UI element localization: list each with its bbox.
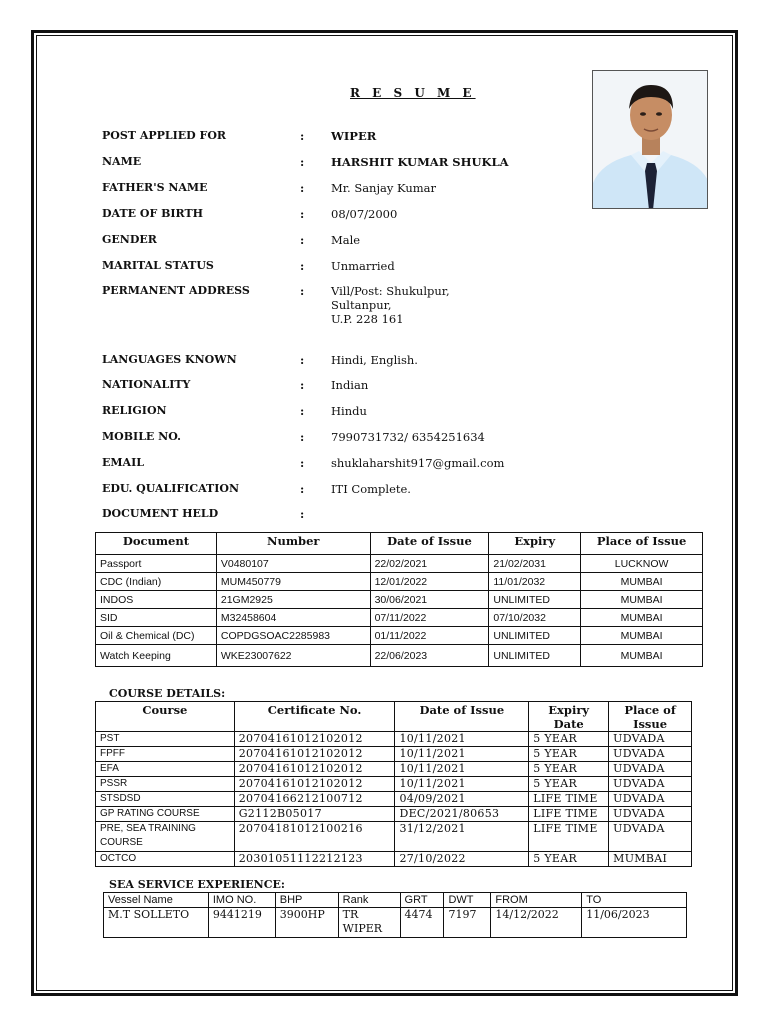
field-value: Unmarried (331, 259, 395, 273)
column-header: Date of Issue (395, 702, 529, 732)
table-cell: 3900HP (275, 908, 338, 938)
table-cell: UDVADA (609, 747, 692, 762)
table-cell: MUMBAI (609, 852, 692, 867)
table-cell: 20704161012102012 (234, 762, 395, 777)
field-date-of-birth (0, 207, 768, 225)
field-email (0, 456, 768, 474)
table-cell: 7197 (444, 908, 491, 938)
field-value: HARSHIT KUMAR SHUKLA (331, 155, 509, 169)
address-line: Sultanpur, (331, 298, 392, 312)
table-cell: 5 YEAR (529, 747, 609, 762)
column-header: Rank (338, 893, 400, 908)
table-cell: M32458604 (216, 609, 370, 627)
table-cell: G2112B05017 (234, 807, 395, 822)
field-document-held (0, 507, 768, 525)
field-label: LANGUAGES KNOWN (102, 353, 237, 366)
column-header: IMO NO. (208, 893, 275, 908)
table-header-row (104, 893, 687, 908)
field-name (0, 155, 768, 173)
table-cell: MUMBAI (581, 609, 703, 627)
table-cell: 21/02/2031 (489, 555, 581, 573)
sea-service-table (103, 892, 687, 938)
table-cell: PSSR (96, 777, 235, 792)
field-colon: : (300, 482, 305, 496)
table-cell: 9441219 (208, 908, 275, 938)
table-cell: 10/11/2021 (395, 747, 529, 762)
field-colon: : (300, 259, 305, 273)
table-cell: MUMBAI (581, 627, 703, 645)
table-header-row (96, 533, 703, 555)
table-cell: UDVADA (609, 822, 692, 852)
table-cell: MUM450779 (216, 573, 370, 591)
column-header: Place of Issue (609, 702, 692, 732)
table-row (96, 627, 703, 645)
table-cell: FPFF (96, 747, 235, 762)
column-header: TO (582, 893, 687, 908)
table-cell: 01/11/2022 (370, 627, 489, 645)
table-cell: V0480107 (216, 555, 370, 573)
table-cell: UNLIMITED (489, 627, 581, 645)
field-colon: : (300, 207, 305, 221)
table-cell: 5 YEAR (529, 852, 609, 867)
field-value: Indian (331, 378, 369, 392)
field-colon: : (300, 129, 305, 143)
table-header-row (96, 702, 692, 732)
field-colon: : (300, 284, 305, 298)
table-cell: LUCKNOW (581, 555, 703, 573)
table-cell: STSDSD (96, 792, 235, 807)
table-row (96, 747, 692, 762)
field-languages (0, 353, 768, 371)
table-row (96, 822, 692, 852)
table-cell: GP RATING COURSE (96, 807, 235, 822)
table-cell: 20704161012102012 (234, 732, 395, 747)
table-cell: 20704166212100712 (234, 792, 395, 807)
table-cell: 31/12/2021 (395, 822, 529, 852)
column-header: Course (96, 702, 235, 732)
field-value: Mr. Sanjay Kumar (331, 181, 437, 195)
field-label: NATIONALITY (102, 378, 191, 391)
column-header: Date of Issue (370, 533, 489, 555)
field-label: GENDER (102, 233, 157, 246)
field-value: ITI Complete. (331, 482, 411, 496)
table-cell: 5 YEAR (529, 762, 609, 777)
column-header: Place of Issue (581, 533, 703, 555)
table-row (104, 908, 687, 938)
table-cell: SID (96, 609, 217, 627)
address-value (331, 284, 450, 326)
course-details-heading: COURSE DETAILS: (109, 687, 226, 700)
table-cell: MUMBAI (581, 591, 703, 609)
table-cell: COPDGSOAC2285983 (216, 627, 370, 645)
table-cell: UDVADA (609, 792, 692, 807)
field-label: POST APPLIED FOR (102, 129, 227, 142)
field-colon: : (300, 404, 305, 418)
field-colon: : (300, 181, 305, 195)
column-header: FROM (491, 893, 582, 908)
table-cell: PST (96, 732, 235, 747)
field-label: FATHER'S NAME (102, 181, 208, 194)
table-cell: UDVADA (609, 807, 692, 822)
field-colon: : (300, 456, 305, 470)
field-value: 08/07/2000 (331, 207, 398, 221)
table-row (96, 555, 703, 573)
table-cell: LIFE TIME (529, 807, 609, 822)
field-value: Male (331, 233, 361, 247)
table-cell: WKE23007622 (216, 645, 370, 667)
table-row (96, 777, 692, 792)
table-cell: 12/01/2022 (370, 573, 489, 591)
table-cell: LIFE TIME (529, 792, 609, 807)
column-header: Expiry (489, 533, 581, 555)
table-cell: 04/09/2021 (395, 792, 529, 807)
table-cell: 20704161012102012 (234, 747, 395, 762)
table-row (96, 762, 692, 777)
field-value: WIPER (331, 129, 377, 143)
table-cell: 07/10/2032 (489, 609, 581, 627)
field-colon: : (300, 378, 305, 392)
table-cell: 5 YEAR (529, 732, 609, 747)
column-header: Document (96, 533, 217, 555)
table-cell: 10/11/2021 (395, 777, 529, 792)
table-cell: 10/11/2021 (395, 762, 529, 777)
field-label: EMAIL (102, 456, 144, 469)
table-cell: 30/06/2021 (370, 591, 489, 609)
table-cell: 20301051112212123 (234, 852, 395, 867)
field-colon: : (300, 353, 305, 367)
field-label: MOBILE NO. (102, 430, 181, 443)
table-cell: 11/06/2023 (582, 908, 687, 938)
table-cell: INDOS (96, 591, 217, 609)
table-cell: Watch Keeping (96, 645, 217, 667)
field-fathers-name (0, 181, 768, 199)
table-cell: 21GM2925 (216, 591, 370, 609)
table-row (96, 573, 703, 591)
field-label: MARITAL STATUS (102, 259, 214, 272)
sea-service-heading: SEA SERVICE EXPERIENCE: (109, 878, 285, 891)
field-post-applied (0, 129, 768, 147)
table-cell: 11/01/2032 (489, 573, 581, 591)
field-label: PERMANENT ADDRESS (102, 284, 250, 297)
field-qualification (0, 482, 768, 500)
field-value: Hindi, English. (331, 353, 418, 367)
table-row (96, 732, 692, 747)
table-cell: UDVADA (609, 732, 692, 747)
table-cell: OCTCO (96, 852, 235, 867)
field-label: EDU. QUALIFICATION (102, 482, 240, 495)
field-colon: : (300, 155, 305, 169)
field-label: RELIGION (102, 404, 167, 417)
column-header: BHP (275, 893, 338, 908)
table-cell: 20704181012100216 (234, 822, 395, 852)
table-row (96, 807, 692, 822)
column-header: DWT (444, 893, 491, 908)
table-cell: EFA (96, 762, 235, 777)
field-value: 7990731732/ 6354251634 (331, 430, 485, 444)
table-cell: MUMBAI (581, 645, 703, 667)
field-religion (0, 404, 768, 422)
table-cell: UNLIMITED (489, 645, 581, 667)
column-header: Expiry Date (529, 702, 609, 732)
field-label: NAME (102, 155, 142, 168)
field-value: shuklaharshit917@gmail.com (331, 456, 505, 470)
table-cell: TR WIPER (338, 908, 400, 938)
field-gender (0, 233, 768, 251)
field-label: DATE OF BIRTH (102, 207, 204, 220)
table-cell: 27/10/2022 (395, 852, 529, 867)
table-cell: 22/02/2021 (370, 555, 489, 573)
table-cell: UDVADA (609, 762, 692, 777)
table-cell: UNLIMITED (489, 591, 581, 609)
table-cell: UDVADA (609, 777, 692, 792)
resume-title: R E S U M E (350, 86, 476, 100)
table-row (96, 852, 692, 867)
field-colon: : (300, 233, 305, 247)
table-cell: DEC/2021/80653 (395, 807, 529, 822)
table-cell: 22/06/2023 (370, 645, 489, 667)
field-value: Hindu (331, 404, 367, 418)
table-row (96, 645, 703, 667)
table-cell: LIFE TIME (529, 822, 609, 852)
course-details-table (95, 701, 692, 867)
column-header: Certificate No. (234, 702, 395, 732)
address-line: Vill/Post: Shukulpur, (331, 284, 450, 298)
field-label: DOCUMENT HELD (102, 507, 219, 520)
table-cell: 10/11/2021 (395, 732, 529, 747)
column-header: GRT (400, 893, 444, 908)
table-cell: MUMBAI (581, 573, 703, 591)
address-line: U.P. 228 161 (331, 312, 404, 326)
table-cell: CDC (Indian) (96, 573, 217, 591)
field-marital-status (0, 259, 768, 277)
table-cell: 07/11/2022 (370, 609, 489, 627)
table-cell: 4474 (400, 908, 444, 938)
field-permanent-address (0, 284, 768, 330)
column-header: Number (216, 533, 370, 555)
table-cell: 14/12/2022 (491, 908, 582, 938)
table-cell: Passport (96, 555, 217, 573)
table-cell: 20704161012102012 (234, 777, 395, 792)
field-colon: : (300, 430, 305, 444)
table-cell: M.T SOLLETO (104, 908, 209, 938)
field-colon: : (300, 507, 305, 521)
table-row (96, 609, 703, 627)
table-cell: Oil & Chemical (DC) (96, 627, 217, 645)
table-cell: PRE, SEA TRAINING COURSE (96, 822, 235, 852)
table-row (96, 591, 703, 609)
table-row (96, 792, 692, 807)
table-cell: 5 YEAR (529, 777, 609, 792)
documents-table (95, 532, 703, 667)
field-mobile (0, 430, 768, 448)
field-nationality (0, 378, 768, 396)
column-header: Vessel Name (104, 893, 209, 908)
